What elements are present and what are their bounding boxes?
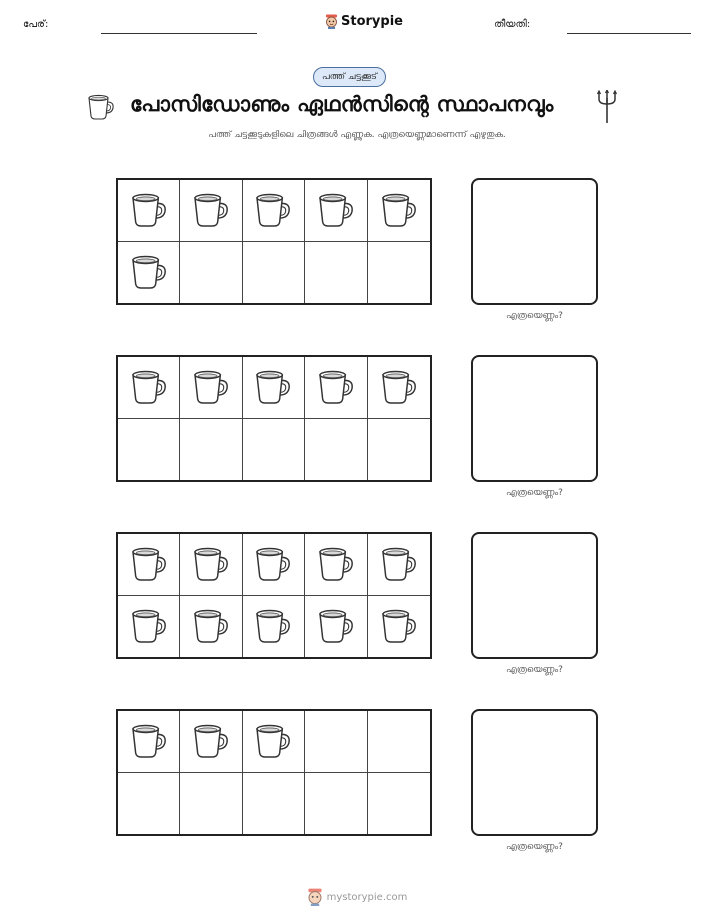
ten-frame-cell (305, 180, 367, 242)
ten-frame-cell (305, 419, 367, 481)
ten-frame-cell (180, 357, 242, 419)
ten-frame-cell (243, 711, 305, 773)
ten-frame-cell (180, 711, 242, 773)
cup-icon (379, 607, 419, 645)
cup-icon (316, 368, 356, 406)
worksheet-title: പോസിഡോണും ഏഥൻസിന്റെ സ്ഥാപനവും (130, 92, 554, 116)
cup-icon (253, 368, 293, 406)
ten-frame-cell (118, 773, 180, 835)
worksheet-type-badge: പത്ത് ചട്ടക്കൂട് (313, 67, 386, 87)
cup-icon (129, 253, 169, 291)
footer-url[interactable]: mystorypie.com (326, 891, 408, 903)
ten-frame-cell (305, 773, 367, 835)
cup-icon (191, 722, 231, 760)
ten-frame-cell (180, 596, 242, 658)
ten-frame-cell (368, 534, 430, 596)
name-label: പേര്: (23, 19, 49, 30)
answer-box[interactable] (471, 355, 598, 482)
ten-frame-cell (305, 357, 367, 419)
ten-frame-cell (368, 773, 430, 835)
ten-frame-cell (180, 773, 242, 835)
ten-frame-cell (243, 419, 305, 481)
ten-frame-cell (118, 357, 180, 419)
cup-icon (379, 191, 419, 229)
cup-icon (379, 545, 419, 583)
cup-icon (129, 368, 169, 406)
ten-frame-cell (368, 419, 430, 481)
mascot-icon (307, 888, 323, 906)
ten-frame-cell (368, 711, 430, 773)
answer-box[interactable] (471, 532, 598, 659)
mascot-icon (325, 14, 338, 29)
ten-frame-cell (243, 596, 305, 658)
cup-icon (86, 93, 116, 121)
brand-name: Storypie (341, 14, 403, 29)
ten-frame-cell (118, 596, 180, 658)
count-question: എത്രയെണ്ണം? (506, 842, 563, 852)
cup-icon (253, 722, 293, 760)
ten-frame-cell (118, 419, 180, 481)
brand-logo (325, 14, 403, 29)
cup-icon (316, 191, 356, 229)
ten-frame-cell (243, 357, 305, 419)
ten-frame-cell (368, 357, 430, 419)
cup-icon (191, 368, 231, 406)
count-question: എത്രയെണ്ണം? (506, 488, 563, 498)
answer-box[interactable] (471, 709, 598, 836)
ten-frame-cell (305, 242, 367, 304)
cup-icon (316, 545, 356, 583)
ten-frame (116, 355, 432, 482)
cup-icon (253, 607, 293, 645)
date-line[interactable] (567, 33, 691, 34)
cup-icon (191, 607, 231, 645)
cup-icon (191, 191, 231, 229)
ten-frame-cell (118, 242, 180, 304)
instruction-text: പത്ത് ചട്ടക്കൂടുകളിലെ ചിത്രങ്ങൾ എണ്ണുക. എത്രയെണ്ണമാണെന്ന് എഴുതുക. (208, 130, 506, 140)
ten-frame-cell (368, 242, 430, 304)
answer-box[interactable] (471, 178, 598, 305)
ten-frame-cell (180, 180, 242, 242)
ten-frame-cell (305, 534, 367, 596)
ten-frame-cell (243, 773, 305, 835)
ten-frame-cell (180, 242, 242, 304)
ten-frame-cell (118, 534, 180, 596)
ten-frame-cell (368, 596, 430, 658)
date-label: തീയതി: (494, 19, 531, 30)
ten-frame-cell (118, 180, 180, 242)
cup-icon (129, 722, 169, 760)
ten-frame (116, 178, 432, 305)
ten-frame-cell (118, 711, 180, 773)
cup-icon (316, 607, 356, 645)
cup-icon (129, 607, 169, 645)
trident-icon (596, 90, 618, 124)
ten-frame-cell (243, 242, 305, 304)
footer (0, 888, 714, 906)
cup-icon (253, 191, 293, 229)
cup-icon (129, 191, 169, 229)
cup-icon (129, 545, 169, 583)
cup-icon (379, 368, 419, 406)
cup-icon (253, 545, 293, 583)
ten-frame-cell (305, 711, 367, 773)
ten-frame-cell (180, 534, 242, 596)
cup-icon (191, 545, 231, 583)
ten-frame-cell (305, 596, 367, 658)
ten-frame-cell (243, 534, 305, 596)
ten-frame-cell (243, 180, 305, 242)
ten-frame-cell (368, 180, 430, 242)
count-question: എത്രയെണ്ണം? (506, 311, 563, 321)
ten-frame-cell (180, 419, 242, 481)
count-question: എത്രയെണ്ണം? (506, 665, 563, 675)
name-line[interactable] (101, 33, 257, 34)
ten-frame (116, 709, 432, 836)
ten-frame (116, 532, 432, 659)
